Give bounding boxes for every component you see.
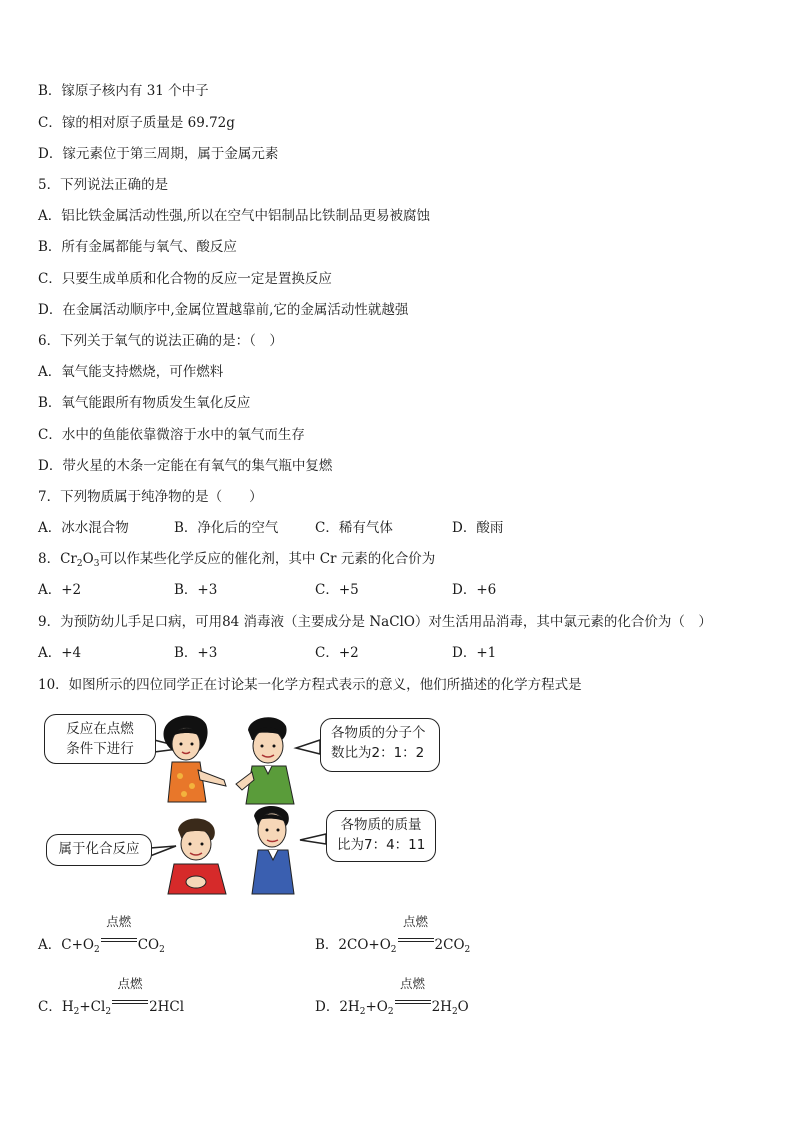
q8-stem xyxy=(38,550,435,568)
student-girl xyxy=(163,715,226,802)
option-b-label: B． xyxy=(315,937,339,953)
option-d-reactant-2: +O xyxy=(365,999,388,1015)
option-c-sub-1: 2 xyxy=(73,1007,80,1017)
q5-option-d: D．在金属活动顺序中,金属位置越靠前,它的金属活动性就越强 xyxy=(38,302,409,318)
q5-option-a: A．铝比铁金属活动性强,所以在空气中铝制品比铁制品更易被腐蚀 xyxy=(38,208,431,224)
bubble-3-line-1: 属于化合反应 xyxy=(58,841,140,857)
option-b-product-sub: 2 xyxy=(464,945,471,955)
option-c-reactant-1: H xyxy=(61,999,74,1015)
q6-option-a: A．氧气能支持燃烧，可作燃料 xyxy=(38,364,224,380)
speech-bubble-3 xyxy=(46,834,152,866)
option-c-product: 2HCl xyxy=(149,999,185,1015)
condition-label: 点燃 xyxy=(403,914,429,929)
bubble-2-line-2: 数比为2：1：2 xyxy=(331,745,425,761)
bubble-tail-4 xyxy=(300,834,326,844)
option-d-product-sub: 2 xyxy=(451,1007,458,1017)
q5-option-c: C．只要生成单质和化合物的反应一定是置换反应 xyxy=(38,271,332,287)
q9-option-d: D．+1 xyxy=(452,645,497,661)
option-d-sub-1: 2 xyxy=(359,1007,366,1017)
option-a-label: A． xyxy=(38,937,62,953)
q10-option-a xyxy=(38,914,165,955)
q8-option-c: C．+5 xyxy=(315,582,359,598)
option-d-sub-2: 2 xyxy=(387,1007,394,1017)
option-d-product: 2H xyxy=(431,999,452,1015)
q8-sub-2: 3 xyxy=(93,559,100,569)
bubble-4-line-2: 比为7：4：11 xyxy=(337,837,426,853)
option-c-sub-2: 2 xyxy=(105,1007,112,1017)
q4-option-c: C．镓的相对原子质量是 69.72g xyxy=(38,115,235,131)
q6-option-c: C．水中的鱼能依靠微溶于水中的氧气而生存 xyxy=(38,427,305,443)
option-b-reactants: 2CO+O xyxy=(338,937,391,953)
bubble-1-line-2: 条件下进行 xyxy=(66,741,134,757)
reaction-condition xyxy=(101,914,137,949)
option-a-reactants: C+O xyxy=(61,937,94,953)
q10-option-b xyxy=(315,914,471,955)
q8-sub-1: 2 xyxy=(76,559,83,569)
bubble-tail-3 xyxy=(150,846,176,856)
q7-option-a: A．冰水混合物 xyxy=(38,520,129,536)
speech-bubble-2 xyxy=(320,718,440,772)
reaction-condition xyxy=(398,914,434,949)
q9-option-b: B．+3 xyxy=(174,645,218,661)
speech-bubble-4 xyxy=(326,810,436,862)
option-b-product: 2CO xyxy=(434,937,465,953)
q8-option-a: A．+2 xyxy=(38,582,82,598)
q9-option-a: A．+4 xyxy=(38,645,82,661)
q6-stem: 6．下列关于氧气的说法正确的是：（ ） xyxy=(38,333,283,349)
q4-option-b: B．镓原子核内有 31 个中子 xyxy=(38,83,209,99)
option-a-product-sub: 2 xyxy=(159,945,165,955)
option-c-reactant-2: +Cl xyxy=(79,999,106,1015)
student-boy-green xyxy=(236,717,294,804)
bubble-2-line-1: 各物质的分子个 xyxy=(331,725,426,741)
option-d-product-o: O xyxy=(457,999,469,1015)
q6-option-d: D．带火星的木条一定能在有氧气的集气瓶中复燃 xyxy=(38,458,333,474)
condition-label: 点燃 xyxy=(106,914,132,929)
q8-formula-cr: Cr xyxy=(60,551,77,567)
q7-stem: 7．下列物质属于纯净物的是（ ） xyxy=(38,489,263,505)
option-d-label: D． xyxy=(315,999,340,1015)
q7-option-b: B．净化后的空气 xyxy=(174,520,279,536)
q8-formula-o: O xyxy=(82,551,94,567)
q7-option-d: D．酸雨 xyxy=(452,520,504,536)
student-boy-red xyxy=(168,818,226,894)
reaction-condition xyxy=(112,976,148,1011)
option-a-sub: 2 xyxy=(93,945,100,955)
q9-option-c: C．+2 xyxy=(315,645,359,661)
option-d-reactant-1: 2H xyxy=(339,999,360,1015)
condition-label: 点燃 xyxy=(117,976,143,991)
q8-number: 8． xyxy=(38,551,61,567)
q5-option-b: B．所有金属都能与氧气、酸反应 xyxy=(38,239,237,255)
q9-stem: 9．为预防幼儿手足口病，可用84 消毒液（主要成分是 NaClO）对生活用品消毒，其中氯元素的化合价为（ ） xyxy=(38,614,712,630)
q8-option-b: B．+3 xyxy=(174,582,218,598)
option-b-sub: 2 xyxy=(390,945,397,955)
discussion-illustration xyxy=(38,710,458,900)
q5-stem: 5．下列说法正确的是 xyxy=(38,177,169,193)
q4-option-d: D．镓元素位于第三周期，属于金属元素 xyxy=(38,146,279,162)
option-a-product: CO xyxy=(137,937,160,953)
q10-option-d xyxy=(315,976,469,1017)
option-c-label: C． xyxy=(38,999,62,1015)
q8-stem-text: 可以作某些化学反应的催化剂，其中 Cr 元素的化合价为 xyxy=(99,551,436,567)
reaction-condition xyxy=(395,976,431,1011)
bubble-4-line-1: 各物质的质量 xyxy=(340,817,422,833)
condition-label: 点燃 xyxy=(400,976,426,991)
q10-option-c xyxy=(38,976,185,1017)
q7-option-c: C．稀有气体 xyxy=(315,520,393,536)
speech-bubble-1 xyxy=(44,714,156,764)
q6-option-b: B．氧气能跟所有物质发生氧化反应 xyxy=(38,395,251,411)
student-boy-blue xyxy=(252,806,294,894)
q10-stem: 10．如图所示的四位同学正在讨论某一化学方程式表示的意义，他们所描述的化学方程式是 xyxy=(38,677,582,693)
q8-option-d: D．+6 xyxy=(452,582,497,598)
bubble-1-line-1: 反应在点燃 xyxy=(66,721,134,737)
bubble-tail-2 xyxy=(296,740,320,754)
